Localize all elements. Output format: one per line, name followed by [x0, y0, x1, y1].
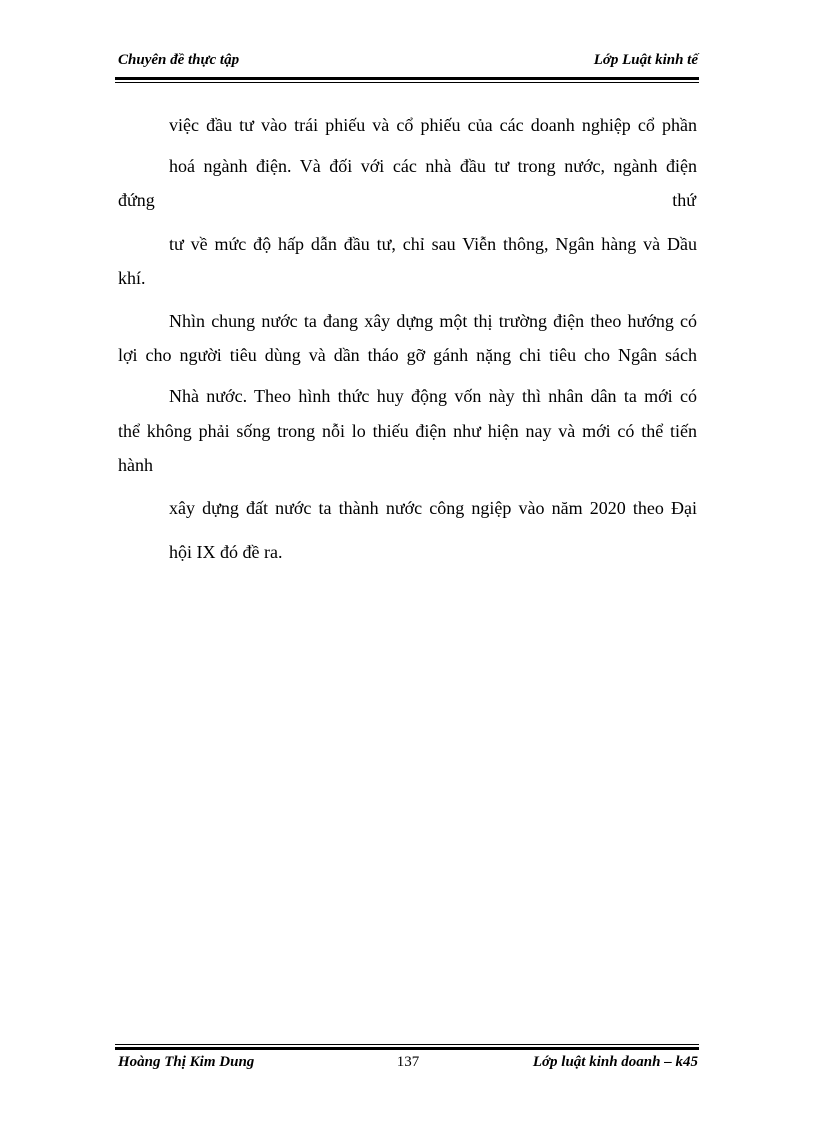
footer-rule-thin: [115, 1044, 699, 1045]
body-line: thứ: [672, 190, 696, 210]
body-line: thể không phải sống trong nỗi lo thiếu điện như hiện nay và mới có thể tiến: [118, 421, 697, 441]
body-line: xây dựng đất nước ta thành nước công ngiệp vào năm 2020 theo Đại: [169, 498, 697, 518]
header-right-title: Lớp Luật kinh tế: [593, 52, 698, 68]
footer-author: Hoàng Thị Kim Dung: [118, 1054, 255, 1070]
page-number: 137: [396, 1054, 420, 1070]
page-footer: [118, 1054, 698, 1076]
footer-rule-thick: [115, 1047, 699, 1050]
body-line: khí.: [118, 268, 146, 288]
body-line: hoá ngành điện. Và đối với các nhà đầu tư trong nước, ngành điện: [169, 156, 697, 176]
body-line: tư về mức độ hấp dẫn đầu tư, chỉ sau Viễn thông, Ngân hàng và Dầu: [169, 234, 697, 254]
header-left-title: Chuyên đề thực tập: [118, 52, 240, 68]
footer-class: Lớp luật kinh doanh – k45: [532, 1054, 698, 1070]
body-line: hành: [118, 455, 153, 475]
body-line: đứng: [118, 190, 155, 210]
body-line: hội IX đó đề ra.: [169, 542, 283, 562]
body-line: Nhà nước. Theo hình thức huy động vốn này thì nhân dân ta mới có: [169, 386, 697, 406]
body-line: lợi cho người tiêu dùng và dần tháo gỡ gánh nặng chi tiêu cho Ngân sách: [118, 345, 697, 365]
body-line: việc đầu tư vào trái phiếu và cổ phiếu của các doanh nghiệp cổ phần: [169, 115, 697, 135]
body-line: Nhìn chung nước ta đang xây dựng một thị trường điện theo hướng có: [169, 311, 697, 331]
